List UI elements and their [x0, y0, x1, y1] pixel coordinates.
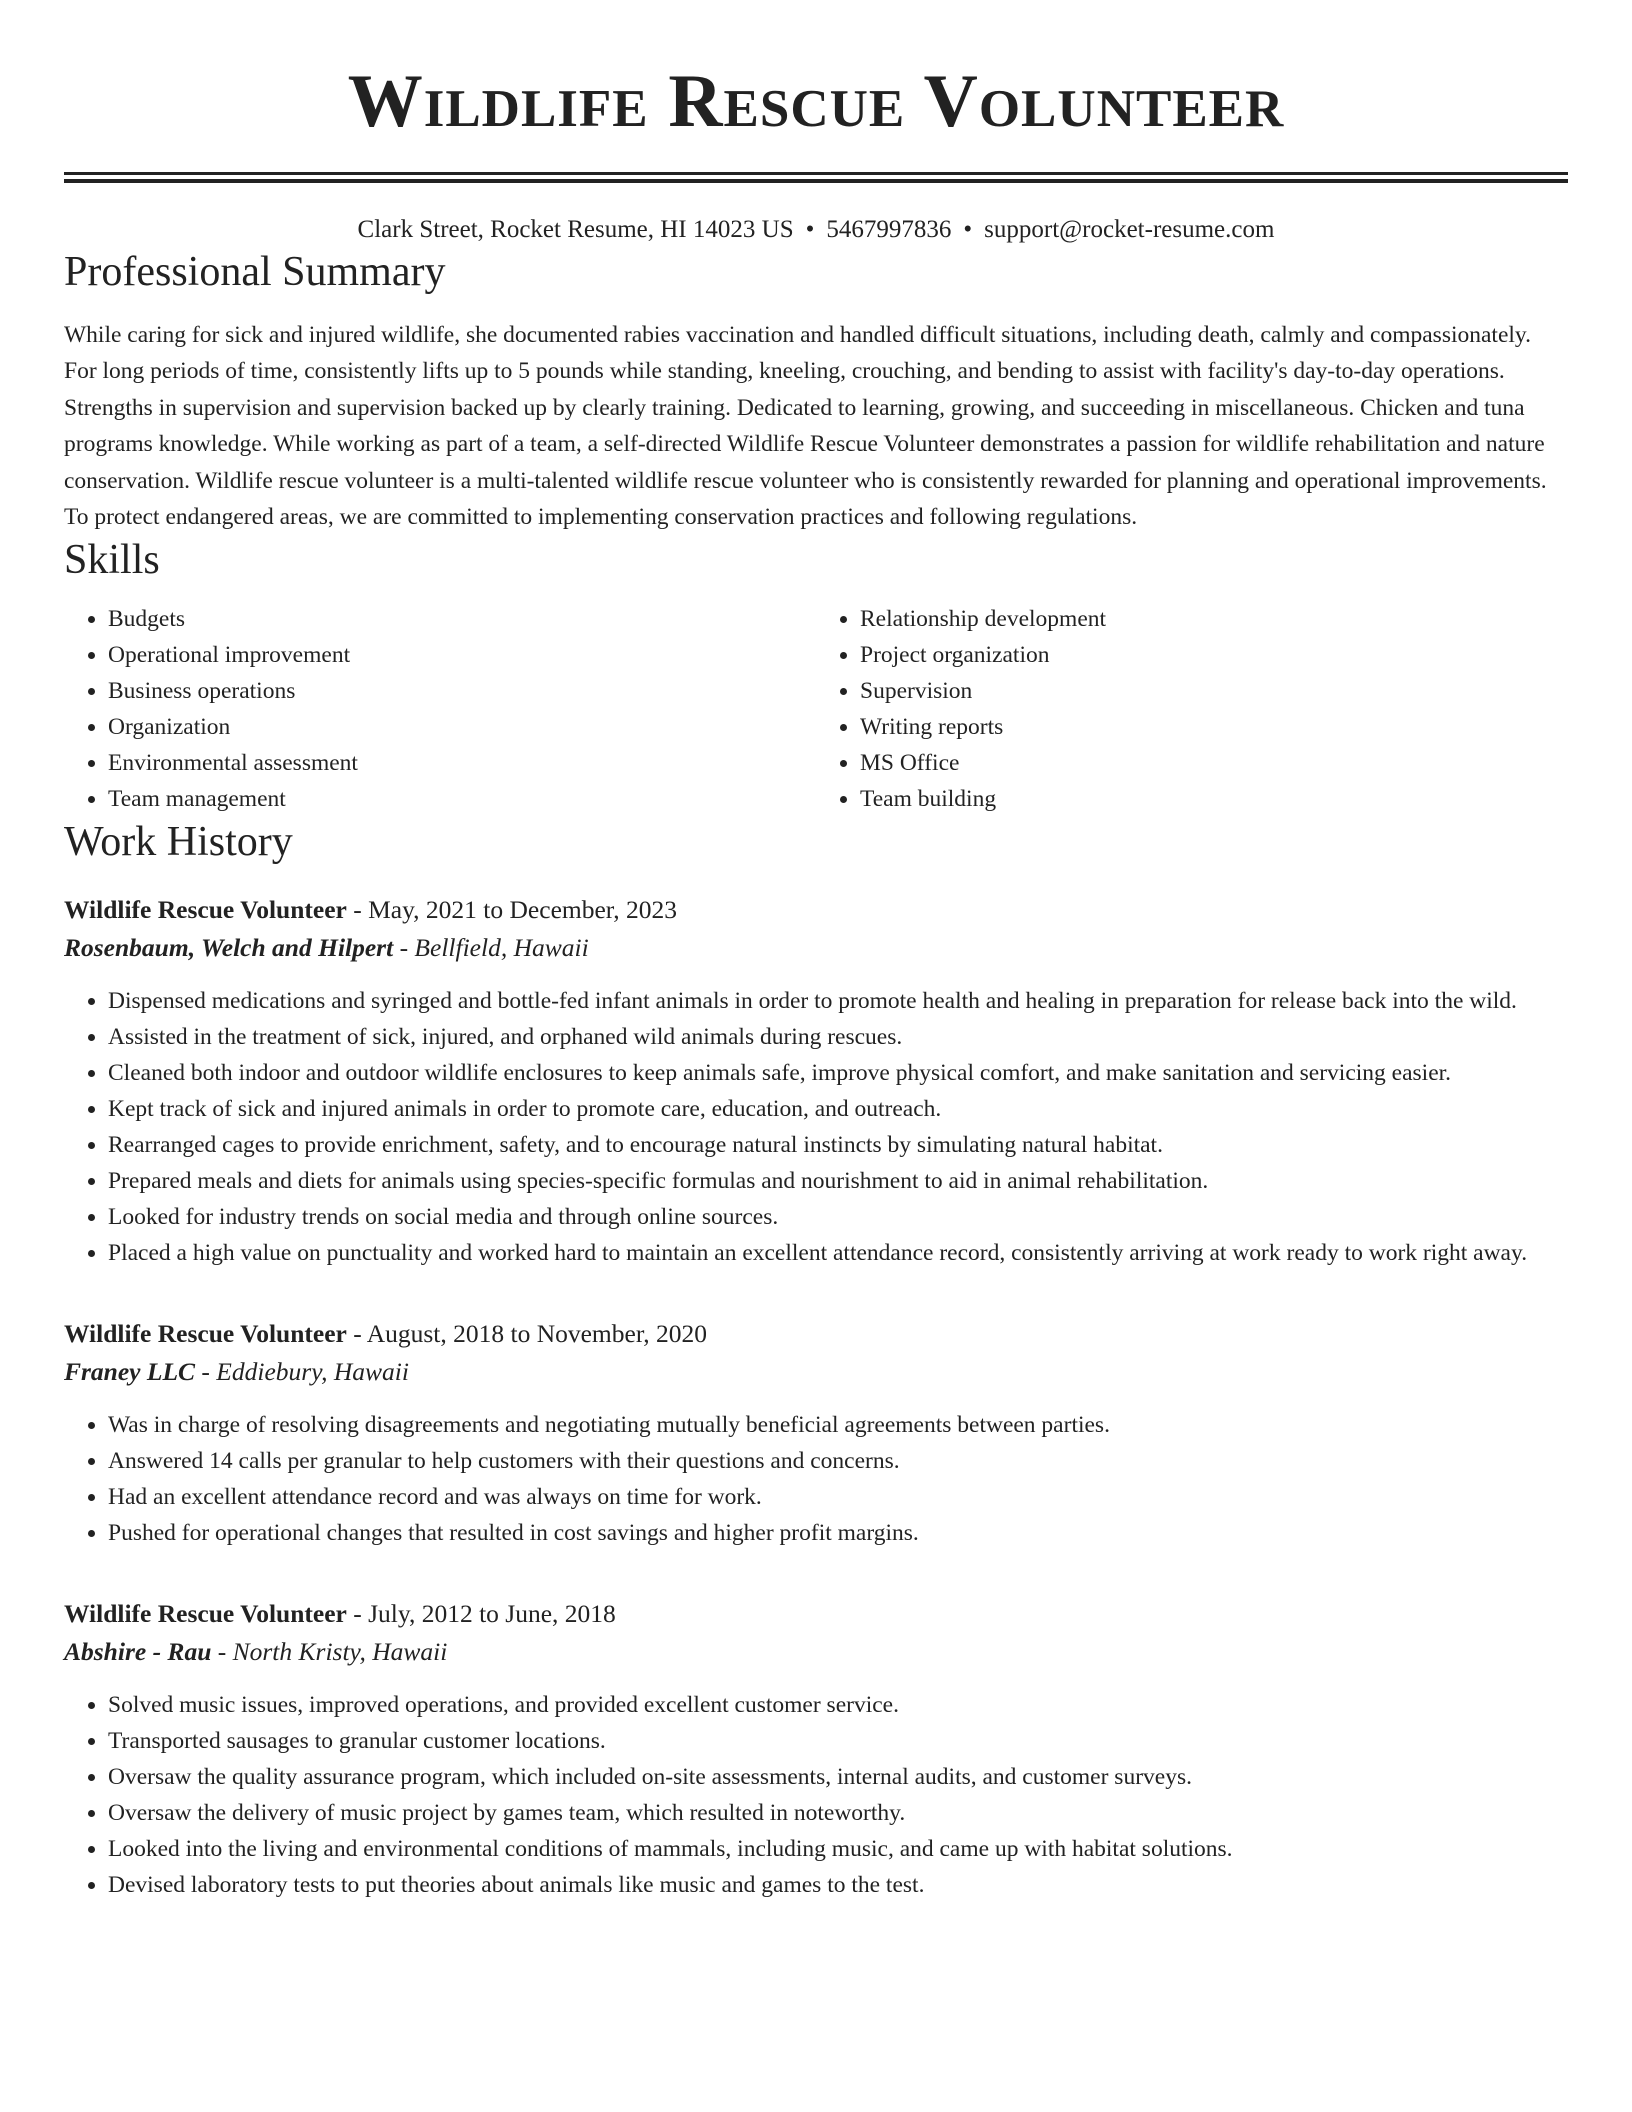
job-duty: • Assisted in the treatment of sick, injured, and orphaned wild animals during rescues.: [108, 1019, 1568, 1055]
employer-location: - Eddiebury, Hawaii: [201, 1357, 409, 1387]
job-title: Wildlife Rescue Volunteer: [64, 895, 347, 925]
job-title: Wildlife Rescue Volunteer: [64, 1599, 347, 1629]
contact-phone: 5467997836: [826, 216, 952, 243]
skill-item: • Writing reports: [860, 709, 1568, 745]
contact-address: Clark Street, Rocket Resume, HI 14023 US: [357, 216, 794, 243]
skill-item: • Team building: [860, 781, 1568, 817]
job-dates: - August, 2018 to November, 2020: [353, 1319, 708, 1349]
skill-item: • Environmental assessment: [108, 745, 816, 781]
employer-name: Rosenbaum, Welch and Hilpert: [64, 933, 394, 963]
employer-line: [64, 1353, 1568, 1391]
job-duty: • Dispensed medications and syringed and bottle-fed infant animals in order to promote health and healing in preparation for release back into the wild.: [108, 983, 1568, 1019]
contact-separator: •: [805, 216, 815, 243]
job-duty: • Was in charge of resolving disagreements and negotiating mutually beneficial agreements between parties.: [108, 1407, 1568, 1443]
job-duty: • Oversaw the delivery of music project by games team, which resulted in noteworthy.: [108, 1795, 1568, 1831]
job-entry: [64, 891, 1568, 1271]
job-duty: • Looked into the living and environmental conditions of mammals, including music, and came up with habitat solutions.: [108, 1831, 1568, 1867]
job-duty: • Rearranged cages to provide enrichment, safety, and to encourage natural instincts by simulating natural habitat.: [108, 1127, 1568, 1163]
skill-item: • MS Office: [860, 745, 1568, 781]
contact-line: [64, 213, 1568, 247]
job-title-line: [64, 1315, 1568, 1353]
job-duty: • Answered 14 calls per granular to help customers with their questions and concerns.: [108, 1443, 1568, 1479]
job-dates: - May, 2021 to December, 2023: [353, 895, 678, 925]
job-duties: [64, 983, 1568, 1271]
job-duty: • Pushed for operational changes that resulted in cost savings and higher profit margins.: [108, 1515, 1568, 1551]
title-divider: [64, 172, 1568, 183]
job-duty: • Cleaned both indoor and outdoor wildlife enclosures to keep animals safe, improve physical comfort, and make sanitation and servicing easier.: [108, 1055, 1568, 1091]
employer-location: - Bellfield, Hawaii: [399, 933, 589, 963]
employer-location: - North Kristy, Hawaii: [217, 1637, 448, 1667]
job-duty: • Devised laboratory tests to put theories about animals like music and games to the test.: [108, 1867, 1568, 1903]
job-entry: [64, 1315, 1568, 1551]
skills-column-right: [816, 601, 1568, 817]
job-duty: • Oversaw the quality assurance program, which included on-site assessments, internal audits, and customer surveys.: [108, 1759, 1568, 1795]
skill-item: • Supervision: [860, 673, 1568, 709]
contact-separator: •: [963, 216, 973, 243]
resume-title: Wildlife Rescue Volunteer: [347, 60, 1285, 143]
skill-item: • Budgets: [108, 601, 816, 637]
job-duty: • Solved music issues, improved operations, and provided excellent customer service.: [108, 1687, 1568, 1723]
skill-item: • Relationship development: [860, 601, 1568, 637]
work-history-heading: Work History: [64, 819, 293, 866]
employer-name: Abshire - Rau: [64, 1637, 212, 1667]
job-title-line: [64, 891, 1568, 929]
job-title: Wildlife Rescue Volunteer: [64, 1319, 347, 1349]
employer-name: Franey LLC: [64, 1357, 196, 1387]
job-dates: - July, 2012 to June, 2018: [353, 1599, 616, 1629]
summary-text: While caring for sick and injured wildlife, she documented rabies vaccination and handled difficult situations, including death, calmly and compassionately. For long periods of time, consistently lifts up to 5 pounds while standing, kneeling, crouching, and bending to assist with facility's day-to-day operations. Strengths in supervision and supervision backed up by clearly training. Dedicated to learning, growing, and succeeding in miscellaneous. Chicken and tuna programs knowledge. While working as part of a team, a self-directed Wildlife Rescue Volunteer demonstrates a passion for wildlife rehabilitation and nature conservation. Wildlife rescue volunteer is a multi-talented wildlife rescue volunteer who is consistently rewarded for planning and operational improvements. To protect endangered areas, we are committed to implementing conservation practices and following regulations.: [64, 322, 1547, 531]
employer-line: [64, 929, 1568, 967]
skills-list: [64, 601, 1568, 817]
contact-email: support@rocket-resume.com: [984, 216, 1275, 243]
job-duty: • Prepared meals and diets for animals using species-specific formulas and nourishment to aid in animal rehabilitation.: [108, 1163, 1568, 1199]
skill-item: • Business operations: [108, 673, 816, 709]
job-duty: • Looked for industry trends on social media and through online sources.: [108, 1199, 1568, 1235]
skill-item: • Organization: [108, 709, 816, 745]
skills-column-left: [64, 601, 816, 817]
skill-item: • Operational improvement: [108, 637, 816, 673]
skill-item: • Project organization: [860, 637, 1568, 673]
job-duties: [64, 1687, 1568, 1903]
skills-heading: Skills: [64, 537, 160, 584]
skill-item: • Team management: [108, 781, 816, 817]
job-duty: • Had an excellent attendance record and was always on time for work.: [108, 1479, 1568, 1515]
employer-line: [64, 1633, 1568, 1671]
job-duty: • Transported sausages to granular customer locations.: [108, 1723, 1568, 1759]
job-duties: [64, 1407, 1568, 1551]
job-duty: • Kept track of sick and injured animals in order to promote care, education, and outreach.: [108, 1091, 1568, 1127]
summary-heading: Professional Summary: [64, 249, 446, 295]
job-entry: [64, 1595, 1568, 1903]
job-title-line: [64, 1595, 1568, 1633]
job-duty: • Placed a high value on punctuality and worked hard to maintain an excellent attendance record, consistently arriving at work ready to work right away.: [108, 1235, 1568, 1271]
